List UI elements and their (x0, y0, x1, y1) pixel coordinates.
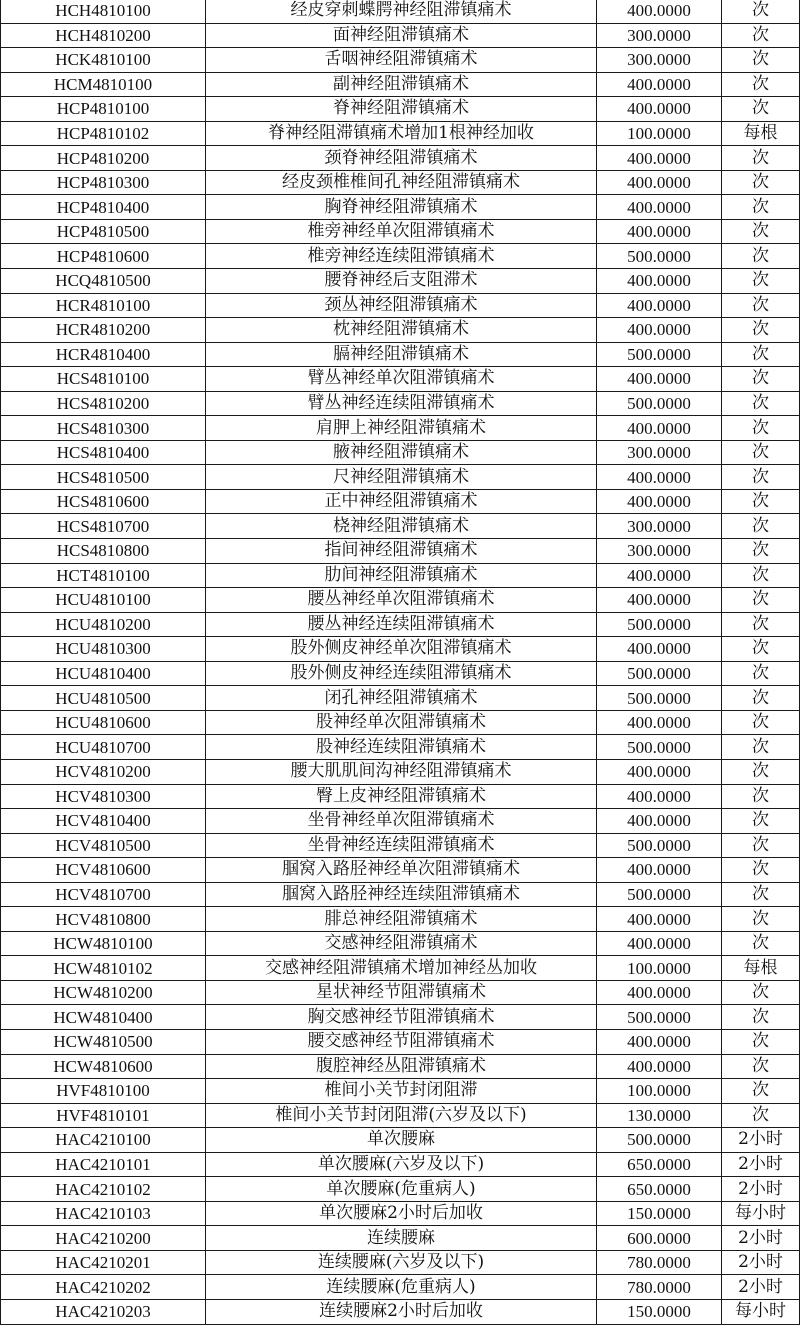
item-unit-cell: 次 (722, 539, 800, 564)
item-code-cell: HCU4810700 (1, 735, 206, 760)
item-name-cell: 坐骨神经连续阻滞镇痛术 (206, 833, 597, 858)
table-row (1, 1128, 800, 1153)
item-name-cell: 闭孔神经阻滞镇痛术 (206, 686, 597, 711)
item-code-cell: HCS4810200 (1, 391, 206, 416)
item-name-cell: 颈脊神经阻滞镇痛术 (206, 146, 597, 171)
item-unit-cell: 次 (722, 661, 800, 686)
item-price-cell: 400.0000 (597, 219, 722, 244)
item-unit-cell: 次 (722, 710, 800, 735)
item-price-cell: 400.0000 (597, 416, 722, 441)
table-row (1, 809, 800, 834)
item-unit-cell: 次 (722, 391, 800, 416)
item-code-cell: HCS4810300 (1, 416, 206, 441)
table-row (1, 637, 800, 662)
item-unit-cell: 次 (722, 588, 800, 613)
item-unit-cell: 每根 (722, 956, 800, 981)
table-row (1, 23, 800, 48)
fee-table-body (1, 0, 800, 1324)
table-row (1, 858, 800, 883)
item-unit-cell: 次 (722, 612, 800, 637)
item-name-cell: 面神经阻滞镇痛术 (206, 23, 597, 48)
item-name-cell: 腰丛神经单次阻滞镇痛术 (206, 588, 597, 613)
item-code-cell: HCU4810100 (1, 588, 206, 613)
item-unit-cell: 次 (722, 1054, 800, 1079)
item-price-cell: 500.0000 (597, 686, 722, 711)
item-price-cell: 780.0000 (597, 1250, 722, 1275)
item-unit-cell: 次 (722, 1005, 800, 1030)
item-price-cell: 500.0000 (597, 882, 722, 907)
item-code-cell: HCP4810100 (1, 97, 206, 122)
item-price-cell: 500.0000 (597, 342, 722, 367)
item-price-cell: 400.0000 (597, 195, 722, 220)
item-price-cell: 500.0000 (597, 244, 722, 269)
table-row (1, 97, 800, 122)
item-unit-cell: 次 (722, 269, 800, 294)
item-price-cell: 300.0000 (597, 440, 722, 465)
table-row (1, 686, 800, 711)
item-price-cell: 400.0000 (597, 563, 722, 588)
item-name-cell: 臂丛神经单次阻滞镇痛术 (206, 367, 597, 392)
item-unit-cell: 次 (722, 293, 800, 318)
item-code-cell: HCV4810700 (1, 882, 206, 907)
table-row (1, 563, 800, 588)
item-unit-cell: 次 (722, 195, 800, 220)
item-price-cell: 400.0000 (597, 1054, 722, 1079)
item-price-cell: 100.0000 (597, 121, 722, 146)
table-row (1, 48, 800, 73)
item-name-cell: 股神经连续阻滞镇痛术 (206, 735, 597, 760)
item-unit-cell: 次 (722, 219, 800, 244)
item-unit-cell: 次 (722, 97, 800, 122)
item-price-cell: 400.0000 (597, 269, 722, 294)
item-name-cell: 椎间小关节封闭阻滞(六岁及以下) (206, 1103, 597, 1128)
item-price-cell: 400.0000 (597, 588, 722, 613)
item-code-cell: HCS4810600 (1, 489, 206, 514)
item-price-cell: 500.0000 (597, 1128, 722, 1153)
item-price-cell: 400.0000 (597, 980, 722, 1005)
item-unit-cell: 次 (722, 882, 800, 907)
table-row (1, 759, 800, 784)
item-code-cell: HVF4810100 (1, 1079, 206, 1104)
item-unit-cell: 次 (722, 759, 800, 784)
item-price-cell: 400.0000 (597, 367, 722, 392)
table-row (1, 907, 800, 932)
item-name-cell: 单次腰麻 (206, 1128, 597, 1153)
item-code-cell: HCT4810100 (1, 563, 206, 588)
table-row (1, 391, 800, 416)
item-unit-cell: 每根 (722, 121, 800, 146)
item-price-cell: 400.0000 (597, 0, 722, 23)
item-code-cell: HCU4810400 (1, 661, 206, 686)
item-name-cell: 副神经阻滞镇痛术 (206, 72, 597, 97)
table-row (1, 588, 800, 613)
item-code-cell: HCP4810500 (1, 219, 206, 244)
table-row (1, 931, 800, 956)
item-name-cell: 椎旁神经单次阻滞镇痛术 (206, 219, 597, 244)
item-code-cell: HAC4210100 (1, 1128, 206, 1153)
item-code-cell: HAC4210103 (1, 1201, 206, 1226)
item-name-cell: 连续腰麻(六岁及以下) (206, 1250, 597, 1275)
item-price-cell: 100.0000 (597, 1079, 722, 1104)
item-name-cell: 腰大肌肌间沟神经阻滞镇痛术 (206, 759, 597, 784)
item-unit-cell: 次 (722, 833, 800, 858)
table-row (1, 1079, 800, 1104)
item-name-cell: 腰交感神经节阻滞镇痛术 (206, 1029, 597, 1054)
item-price-cell: 130.0000 (597, 1103, 722, 1128)
item-price-cell: 650.0000 (597, 1152, 722, 1177)
item-unit-cell: 次 (722, 416, 800, 441)
item-code-cell: HCV4810200 (1, 759, 206, 784)
item-name-cell: 股外侧皮神经连续阻滞镇痛术 (206, 661, 597, 686)
table-row (1, 1029, 800, 1054)
table-row (1, 1226, 800, 1251)
item-unit-cell: 次 (722, 0, 800, 23)
table-row (1, 833, 800, 858)
table-row (1, 1201, 800, 1226)
item-price-cell: 400.0000 (597, 784, 722, 809)
item-unit-cell: 2小时 (722, 1177, 800, 1202)
item-price-cell: 500.0000 (597, 612, 722, 637)
item-name-cell: 单次腰麻(六岁及以下) (206, 1152, 597, 1177)
item-unit-cell: 次 (722, 809, 800, 834)
item-unit-cell: 次 (722, 342, 800, 367)
item-name-cell: 腘窝入路胫神经连续阻滞镇痛术 (206, 882, 597, 907)
item-code-cell: HCM4810100 (1, 72, 206, 97)
item-name-cell: 尺神经阻滞镇痛术 (206, 465, 597, 490)
item-code-cell: HCK4810100 (1, 48, 206, 73)
item-code-cell: HCU4810500 (1, 686, 206, 711)
table-row (1, 72, 800, 97)
item-code-cell: HCW4810500 (1, 1029, 206, 1054)
item-price-cell: 500.0000 (597, 1005, 722, 1030)
item-code-cell: HCH4810200 (1, 23, 206, 48)
table-row (1, 1103, 800, 1128)
item-name-cell: 舌咽神经阻滞镇痛术 (206, 48, 597, 73)
table-row (1, 416, 800, 441)
item-unit-cell: 次 (722, 146, 800, 171)
item-price-cell: 400.0000 (597, 809, 722, 834)
table-row (1, 0, 800, 23)
item-code-cell: HCS4810500 (1, 465, 206, 490)
item-price-cell: 400.0000 (597, 489, 722, 514)
item-price-cell: 400.0000 (597, 170, 722, 195)
item-name-cell: 脊神经阻滞镇痛术增加1根神经加收 (206, 121, 597, 146)
item-name-cell: 单次腰麻2小时后加收 (206, 1201, 597, 1226)
item-unit-cell: 次 (722, 1079, 800, 1104)
item-price-cell: 300.0000 (597, 48, 722, 73)
table-row (1, 269, 800, 294)
item-unit-cell: 次 (722, 980, 800, 1005)
table-row (1, 318, 800, 343)
item-unit-cell: 次 (722, 465, 800, 490)
item-unit-cell: 次 (722, 907, 800, 932)
item-price-cell: 400.0000 (597, 318, 722, 343)
item-code-cell: HCS4810800 (1, 539, 206, 564)
table-row (1, 121, 800, 146)
item-price-cell: 500.0000 (597, 391, 722, 416)
item-price-cell: 400.0000 (597, 710, 722, 735)
item-price-cell: 400.0000 (597, 907, 722, 932)
table-row (1, 465, 800, 490)
item-price-cell: 500.0000 (597, 833, 722, 858)
item-name-cell: 椎间小关节封闭阻滞 (206, 1079, 597, 1104)
item-name-cell: 肩胛上神经阻滞镇痛术 (206, 416, 597, 441)
item-unit-cell: 次 (722, 931, 800, 956)
item-code-cell: HCP4810600 (1, 244, 206, 269)
table-row (1, 489, 800, 514)
table-row (1, 710, 800, 735)
table-row (1, 735, 800, 760)
item-name-cell: 正中神经阻滞镇痛术 (206, 489, 597, 514)
item-price-cell: 400.0000 (597, 1029, 722, 1054)
item-code-cell: HCP4810102 (1, 121, 206, 146)
item-unit-cell: 次 (722, 72, 800, 97)
table-row (1, 784, 800, 809)
item-price-cell: 780.0000 (597, 1275, 722, 1300)
table-row (1, 1299, 800, 1324)
item-code-cell: HAC4210200 (1, 1226, 206, 1251)
item-unit-cell: 次 (722, 735, 800, 760)
item-code-cell: HCV4810300 (1, 784, 206, 809)
item-price-cell: 100.0000 (597, 956, 722, 981)
table-row (1, 293, 800, 318)
item-unit-cell: 次 (722, 563, 800, 588)
table-row (1, 1152, 800, 1177)
table-row (1, 980, 800, 1005)
table-row (1, 244, 800, 269)
item-price-cell: 500.0000 (597, 735, 722, 760)
item-unit-cell: 次 (722, 244, 800, 269)
item-unit-cell: 次 (722, 440, 800, 465)
item-code-cell: HCR4810400 (1, 342, 206, 367)
item-name-cell: 桡神经阻滞镇痛术 (206, 514, 597, 539)
item-code-cell: HCV4810400 (1, 809, 206, 834)
item-name-cell: 椎旁神经连续阻滞镇痛术 (206, 244, 597, 269)
item-price-cell: 150.0000 (597, 1201, 722, 1226)
item-unit-cell: 2小时 (722, 1275, 800, 1300)
table-row (1, 367, 800, 392)
item-price-cell: 600.0000 (597, 1226, 722, 1251)
item-name-cell: 坐骨神经单次阻滞镇痛术 (206, 809, 597, 834)
item-code-cell: HCW4810600 (1, 1054, 206, 1079)
item-unit-cell: 每小时 (722, 1201, 800, 1226)
item-unit-cell: 次 (722, 367, 800, 392)
item-unit-cell: 次 (722, 48, 800, 73)
table-row (1, 539, 800, 564)
item-unit-cell: 2小时 (722, 1226, 800, 1251)
item-code-cell: HCP4810300 (1, 170, 206, 195)
item-name-cell: 颈丛神经阻滞镇痛术 (206, 293, 597, 318)
item-price-cell: 400.0000 (597, 146, 722, 171)
table-row (1, 1250, 800, 1275)
item-name-cell: 臂丛神经连续阻滞镇痛术 (206, 391, 597, 416)
item-code-cell: HAC4210203 (1, 1299, 206, 1324)
table-row (1, 342, 800, 367)
item-unit-cell: 次 (722, 489, 800, 514)
table-row (1, 440, 800, 465)
item-name-cell: 膈神经阻滞镇痛术 (206, 342, 597, 367)
item-code-cell: HAC4210202 (1, 1275, 206, 1300)
item-name-cell: 连续腰麻2小时后加收 (206, 1299, 597, 1324)
item-code-cell: HCU4810200 (1, 612, 206, 637)
item-name-cell: 臀上皮神经阻滞镇痛术 (206, 784, 597, 809)
item-code-cell: HCU4810300 (1, 637, 206, 662)
item-unit-cell: 每小时 (722, 1299, 800, 1324)
item-name-cell: 股神经单次阻滞镇痛术 (206, 710, 597, 735)
item-name-cell: 单次腰麻(危重病人) (206, 1177, 597, 1202)
item-unit-cell: 次 (722, 1029, 800, 1054)
table-row (1, 146, 800, 171)
item-name-cell: 指间神经阻滞镇痛术 (206, 539, 597, 564)
table-row (1, 1177, 800, 1202)
item-unit-cell: 次 (722, 514, 800, 539)
item-unit-cell: 2小时 (722, 1128, 800, 1153)
item-price-cell: 300.0000 (597, 514, 722, 539)
table-row (1, 1275, 800, 1300)
item-unit-cell: 次 (722, 858, 800, 883)
item-name-cell: 腘窝入路胫神经单次阻滞镇痛术 (206, 858, 597, 883)
item-name-cell: 胸脊神经阻滞镇痛术 (206, 195, 597, 220)
item-code-cell: HCU4810600 (1, 710, 206, 735)
table-row (1, 612, 800, 637)
item-name-cell: 交感神经阻滞镇痛术 (206, 931, 597, 956)
item-unit-cell: 次 (722, 170, 800, 195)
item-unit-cell: 次 (722, 23, 800, 48)
item-name-cell: 枕神经阻滞镇痛术 (206, 318, 597, 343)
table-row (1, 882, 800, 907)
item-unit-cell: 次 (722, 1103, 800, 1128)
item-code-cell: HCV4810800 (1, 907, 206, 932)
item-price-cell: 400.0000 (597, 931, 722, 956)
item-name-cell: 腰脊神经后支阻滞术 (206, 269, 597, 294)
item-name-cell: 连续腰麻(危重病人) (206, 1275, 597, 1300)
item-code-cell: HCR4810200 (1, 318, 206, 343)
item-name-cell: 腹腔神经丛阻滞镇痛术 (206, 1054, 597, 1079)
item-code-cell: HVF4810101 (1, 1103, 206, 1128)
item-code-cell: HCP4810400 (1, 195, 206, 220)
item-price-cell: 500.0000 (597, 661, 722, 686)
item-name-cell: 肋间神经阻滞镇痛术 (206, 563, 597, 588)
item-price-cell: 400.0000 (597, 637, 722, 662)
item-name-cell: 股外侧皮神经单次阻滞镇痛术 (206, 637, 597, 662)
item-price-cell: 300.0000 (597, 539, 722, 564)
item-price-cell: 400.0000 (597, 72, 722, 97)
item-price-cell: 400.0000 (597, 293, 722, 318)
item-code-cell: HAC4210101 (1, 1152, 206, 1177)
item-unit-cell: 次 (722, 637, 800, 662)
item-name-cell: 胸交感神经节阻滞镇痛术 (206, 1005, 597, 1030)
table-row (1, 661, 800, 686)
item-price-cell: 650.0000 (597, 1177, 722, 1202)
item-code-cell: HAC4210102 (1, 1177, 206, 1202)
table-row (1, 219, 800, 244)
item-code-cell: HCV4810600 (1, 858, 206, 883)
item-code-cell: HCW4810200 (1, 980, 206, 1005)
item-code-cell: HCS4810400 (1, 440, 206, 465)
item-unit-cell: 次 (722, 784, 800, 809)
table-row (1, 170, 800, 195)
item-price-cell: 400.0000 (597, 97, 722, 122)
item-name-cell: 星状神经节阻滞镇痛术 (206, 980, 597, 1005)
item-name-cell: 连续腰麻 (206, 1226, 597, 1251)
item-unit-cell: 2小时 (722, 1152, 800, 1177)
item-name-cell: 脊神经阻滞镇痛术 (206, 97, 597, 122)
item-name-cell: 腋神经阻滞镇痛术 (206, 440, 597, 465)
item-unit-cell: 次 (722, 686, 800, 711)
item-code-cell: HCR4810100 (1, 293, 206, 318)
item-code-cell: HCS4810700 (1, 514, 206, 539)
item-price-cell: 400.0000 (597, 465, 722, 490)
item-code-cell: HAC4210201 (1, 1250, 206, 1275)
item-price-cell: 150.0000 (597, 1299, 722, 1324)
item-name-cell: 腰丛神经连续阻滞镇痛术 (206, 612, 597, 637)
item-code-cell: HCV4810500 (1, 833, 206, 858)
table-row (1, 1005, 800, 1030)
item-name-cell: 交感神经阻滞镇痛术增加神经丛加收 (206, 956, 597, 981)
item-code-cell: HCP4810200 (1, 146, 206, 171)
item-code-cell: HCW4810102 (1, 956, 206, 981)
item-code-cell: HCS4810100 (1, 367, 206, 392)
item-name-cell: 腓总神经阻滞镇痛术 (206, 907, 597, 932)
item-price-cell: 300.0000 (597, 23, 722, 48)
table-row (1, 195, 800, 220)
item-unit-cell: 2小时 (722, 1250, 800, 1275)
item-price-cell: 400.0000 (597, 759, 722, 784)
table-row (1, 514, 800, 539)
item-price-cell: 400.0000 (597, 858, 722, 883)
table-row (1, 956, 800, 981)
item-unit-cell: 次 (722, 318, 800, 343)
table-row (1, 1054, 800, 1079)
item-code-cell: HCW4810100 (1, 931, 206, 956)
item-code-cell: HCH4810100 (1, 0, 206, 23)
item-name-cell: 经皮穿刺蝶腭神经阻滞镇痛术 (206, 0, 597, 23)
item-code-cell: HCW4810400 (1, 1005, 206, 1030)
item-code-cell: HCQ4810500 (1, 269, 206, 294)
item-name-cell: 经皮颈椎椎间孔神经阻滞镇痛术 (206, 170, 597, 195)
